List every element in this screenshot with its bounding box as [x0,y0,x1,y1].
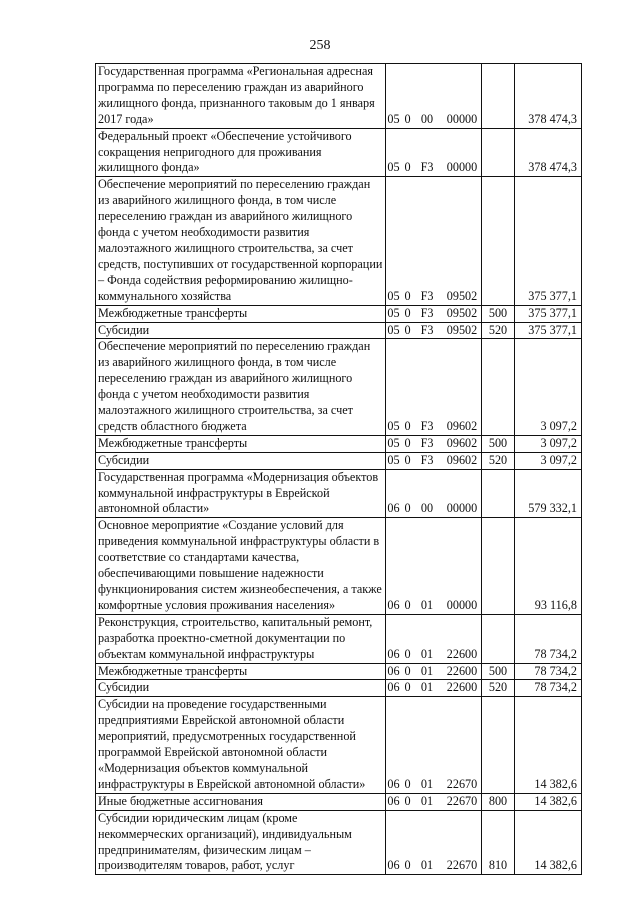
code-part-program: 06 [387,501,400,516]
row-code-cell [386,177,482,305]
row-name-cell [96,305,386,322]
row-sum: 14 382,6 [515,697,582,793]
table-row [96,614,582,663]
row-sum: 14 382,6 [515,810,582,875]
row-expense-type [482,177,515,305]
code-part-direction: 09502 [446,305,478,320]
code-part-program: 05 [387,435,400,450]
code-part-program: 05 [387,452,400,467]
code-part-event: F3 [420,452,434,467]
row-name: Межбюджетные трансферты [98,435,248,450]
row-name-cell [96,614,386,663]
row-expense-type: 800 [482,793,515,810]
page-number: 258 [309,38,331,53]
code-part-event: 01 [420,646,434,661]
code-part-subprogram: 0 [404,111,411,126]
code-part-event: F3 [420,288,434,303]
row-name-cell [96,680,386,697]
row-name: Межбюджетные трансферты [98,305,248,320]
row-name-cell [96,64,386,129]
code-part-subprogram: 0 [404,858,411,873]
row-expense-type: 810 [482,810,515,875]
code-part-event: 01 [420,793,434,808]
row-name-cell [96,469,386,518]
row-code-cell [386,305,482,322]
row-code-cell [386,435,482,452]
row-code-cell [386,663,482,680]
code-part-subprogram: 0 [404,452,411,467]
row-expense-type [482,697,515,793]
row-code [386,112,484,126]
code-part-program: 06 [387,680,400,695]
code-part-subprogram: 0 [404,663,411,678]
row-code [386,323,484,337]
row-name: Основное мероприятие «Создание условий для приведения коммунальной инфраструктуры области в соответствие со стандартами качества, обеспечивающими повышение надежности функционирования систем жизнеобеспечения, а также комфортные условия проживания населения» [98,518,382,612]
row-code-cell [386,64,482,129]
row-code [386,858,484,872]
code-part-direction: 22600 [446,646,478,661]
row-code [386,647,484,661]
row-code-cell [386,452,482,469]
row-name-cell [96,322,386,339]
table-row [96,680,582,697]
row-expense-type: 500 [482,305,515,322]
code-part-subprogram: 0 [404,501,411,516]
row-name: Обеспечение мероприятий по переселению граждан из аварийного жилищного фонда, в том числе переселению граждан из аварийного жилищного фонда с учетом необходимости развития малоэтажного жилищного строительства, за счет средств, поступивших от государственной корпорации – Фонда содействия реформированию жилищно-коммунального хозяйства [98,177,383,303]
code-part-program: 05 [387,305,400,320]
code-part-subprogram: 0 [404,435,411,450]
row-sum: 14 382,6 [515,793,582,810]
row-code [386,777,484,791]
row-code-cell [386,810,482,875]
row-expense-type: 520 [482,680,515,697]
table-row [96,435,582,452]
row-code [386,680,484,694]
row-sum: 375 377,1 [515,177,582,305]
code-part-direction: 22670 [446,776,478,791]
row-sum: 93 116,8 [515,518,582,614]
row-name: Федеральный проект «Обеспечение устойчивого сокращения непригодного для проживания жилищного фонда» [98,128,352,175]
code-part-program: 06 [387,776,400,791]
row-code [386,289,484,303]
code-part-event: 01 [420,680,434,695]
code-part-program: 05 [387,322,400,337]
table-row [96,810,582,875]
code-part-event: 01 [420,776,434,791]
row-name-cell [96,697,386,793]
row-expense-type [482,64,515,129]
row-name-cell [96,177,386,305]
row-sum: 78 734,2 [515,663,582,680]
row-name-cell [96,793,386,810]
row-sum: 375 377,1 [515,305,582,322]
code-part-event: 01 [420,597,434,612]
row-sum: 3 097,2 [515,452,582,469]
code-part-subprogram: 0 [404,776,411,791]
row-name: Реконструкция, строительство, капитальный ремонт, разработка проектно-сметной документации по объектам коммунальной инфраструктуры [98,614,373,661]
code-part-subprogram: 0 [404,418,411,433]
row-code [386,306,484,320]
code-part-program: 06 [387,793,400,808]
row-name: Межбюджетные трансферты [98,663,248,678]
row-name: Субсидии юридическим лицам (кроме некоммерческих организаций), индивидуальным предпринимателям, физическим лицам – производителям товаров, работ, услуг [98,810,352,873]
code-part-subprogram: 0 [404,288,411,303]
row-name: Субсидии [98,322,150,337]
code-part-event: 01 [420,663,434,678]
code-part-subprogram: 0 [404,322,411,337]
table-row [96,128,582,177]
row-sum: 378 474,3 [515,128,582,177]
row-expense-type [482,518,515,614]
row-expense-type: 520 [482,452,515,469]
row-code-cell [386,680,482,697]
code-part-direction: 00000 [446,597,478,612]
table-row [96,339,582,435]
row-name-cell [96,663,386,680]
code-part-program: 06 [387,646,400,661]
row-sum: 78 734,2 [515,680,582,697]
row-code [386,501,484,515]
row-expense-type: 500 [482,663,515,680]
code-part-direction: 22600 [446,680,478,695]
budget-table-body [96,64,582,875]
row-name: Обеспечение мероприятий по переселению граждан из аварийного жилищного фонда, в том числе переселению граждан из аварийного жилищного фонда с учетом необходимости развития малоэтажного жилищного строительства, за счет средств областного бюджета [98,339,371,433]
table-row [96,452,582,469]
code-part-program: 05 [387,288,400,303]
code-part-event: F3 [420,305,434,320]
table-row [96,793,582,810]
row-code [386,794,484,808]
code-part-program: 06 [387,858,400,873]
row-code-cell [386,469,482,518]
code-part-subprogram: 0 [404,680,411,695]
row-code-cell [386,339,482,435]
code-part-event: F3 [420,418,434,433]
row-code [386,436,484,450]
row-sum: 579 332,1 [515,469,582,518]
row-expense-type [482,614,515,663]
row-code [386,664,484,678]
code-part-direction: 00000 [446,160,478,175]
row-name-cell [96,435,386,452]
code-part-subprogram: 0 [404,646,411,661]
table-row [96,663,582,680]
row-expense-type [482,469,515,518]
row-sum: 78 734,2 [515,614,582,663]
row-expense-type: 500 [482,435,515,452]
code-part-program: 05 [387,418,400,433]
row-expense-type [482,128,515,177]
code-part-event: 01 [420,858,434,873]
budget-table [95,63,582,875]
row-code [386,598,484,612]
code-part-direction: 00000 [446,111,478,126]
table-row [96,64,582,129]
row-sum: 3 097,2 [515,435,582,452]
code-part-subprogram: 0 [404,597,411,612]
row-name-cell [96,452,386,469]
row-code-cell [386,322,482,339]
code-part-direction: 09502 [446,288,478,303]
row-name: Субсидии на проведение государственными предприятиями Еврейской автономной области мероприятий, предусмотренных государственной программой Еврейской автономной области «Модернизация объектов коммунальной инфраструктуры в Еврейской автономной области» [98,697,366,791]
row-name-cell [96,128,386,177]
row-code [386,453,484,467]
code-part-direction: 09602 [446,452,478,467]
row-name: Государственная программа «Модернизация объектов коммунальной инфраструктуры в Еврейской автономной области» [98,469,379,516]
row-name-cell [96,518,386,614]
row-expense-type: 520 [482,322,515,339]
code-part-event: 00 [420,501,434,516]
row-expense-type [482,339,515,435]
code-part-event: F3 [420,160,434,175]
code-part-subprogram: 0 [404,160,411,175]
row-sum: 378 474,3 [515,64,582,129]
row-code [386,160,484,174]
row-name-cell [96,339,386,435]
code-part-direction: 22670 [446,858,478,873]
row-name-cell [96,810,386,875]
code-part-direction: 22600 [446,663,478,678]
row-name: Субсидии [98,452,150,467]
table-row [96,469,582,518]
row-sum: 3 097,2 [515,339,582,435]
row-code-cell [386,518,482,614]
code-part-program: 06 [387,597,400,612]
code-part-subprogram: 0 [404,305,411,320]
code-part-direction: 09502 [446,322,478,337]
table-row [96,518,582,614]
code-part-program: 05 [387,160,400,175]
code-part-direction: 09602 [446,418,478,433]
table-row [96,305,582,322]
code-part-subprogram: 0 [404,793,411,808]
code-part-event: F3 [420,322,434,337]
table-row [96,697,582,793]
table-row [96,177,582,305]
code-part-event: 00 [420,111,434,126]
code-part-direction: 09602 [446,435,478,450]
code-part-direction: 00000 [446,501,478,516]
code-part-program: 05 [387,111,400,126]
row-name: Государственная программа «Региональная адресная программа по переселению граждан из аварийного жилищного фонда, признанного таковым до 1 января 2017 года» [98,64,375,126]
row-code-cell [386,614,482,663]
row-name: Субсидии [98,680,150,695]
code-part-event: F3 [420,435,434,450]
row-code-cell [386,793,482,810]
row-sum: 375 377,1 [515,322,582,339]
table-row [96,322,582,339]
row-name: Иные бюджетные ассигнования [98,793,264,808]
row-code-cell [386,128,482,177]
code-part-direction: 22670 [446,793,478,808]
code-part-program: 06 [387,663,400,678]
row-code-cell [386,697,482,793]
row-code [386,419,484,433]
